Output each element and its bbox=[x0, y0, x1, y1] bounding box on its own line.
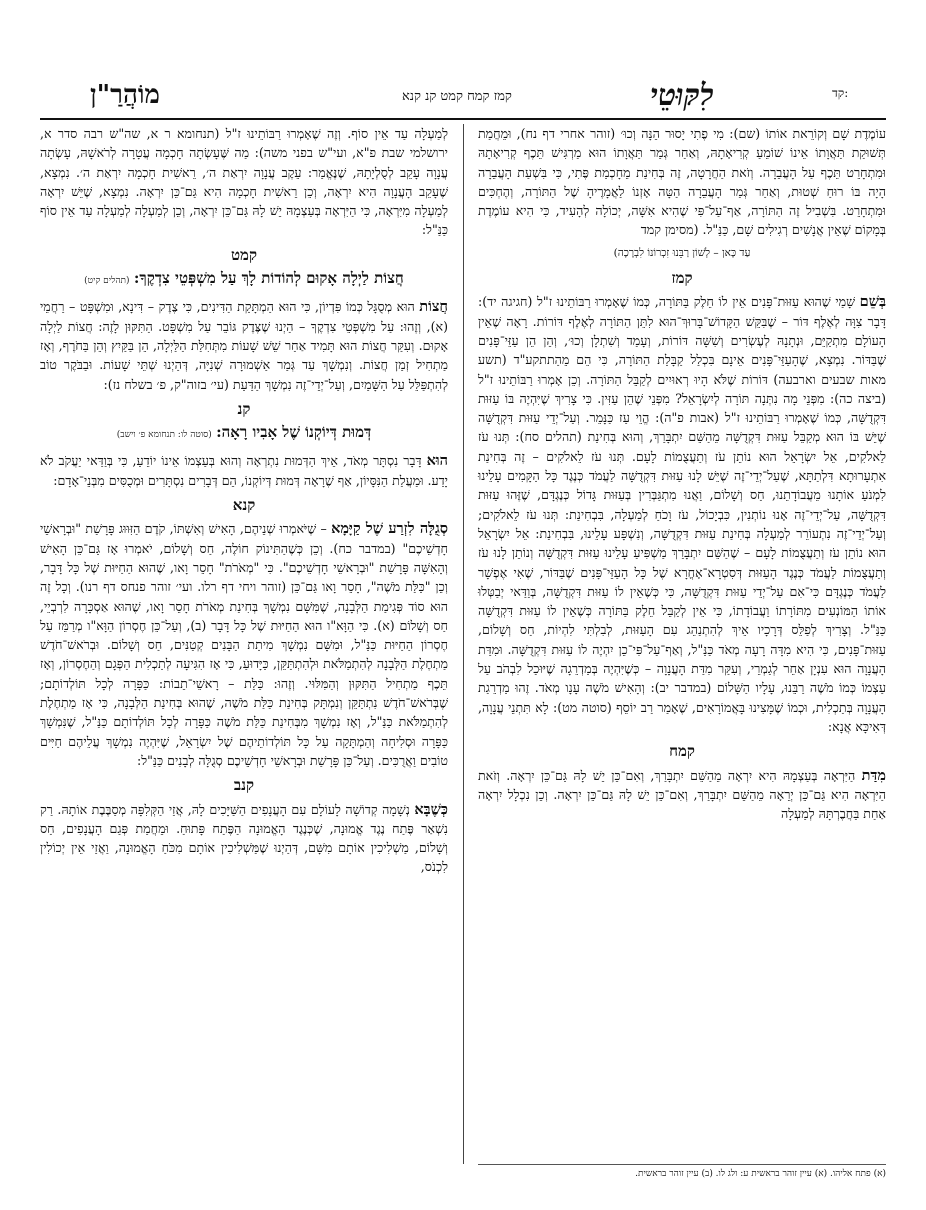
lead-word: בְּשֵׁם bbox=[859, 293, 886, 311]
heading-reference: (סוטה לו: תנחומא פ׳ וישב) bbox=[116, 430, 212, 441]
paragraph-text: הַיִּרְאָה בְּעַצְמָהּ הִיא יִרְאָה מֵהַשֵּׁם יִתְבָּרַךְ, וְאִם־כֵּן יֵשׁ לָהּ גַּם־כֵּן יִרְאָה. וְזֹאת הַיִּרְאָה הִיא גַּם־כֵּן יְרֵאָה מֵהַשֵּׁם יִתְבָּרַךְ, וְאִם־כֵּן יֵשׁ לָהּ גַּם־כֵּן יִרְאָה. וְכֵן נִכְלָל יִרְאָה אַחַת בַּחֲבֶרְתָּהּ לְמַעְלָה bbox=[478, 767, 886, 822]
paragraph-151 bbox=[40, 519, 448, 770]
source-note: עַד כָּאן – לְשׁוֹן רַבֵּנוּ זִכְרוֹנוֹ לִבְרָכָה) bbox=[613, 246, 751, 259]
lead-word: חֲצוֹת bbox=[419, 298, 448, 316]
section-number-150: קנ bbox=[237, 399, 251, 418]
paragraph-text: – שֶׁיֹּאמְרוּ שְׁנֵיהֶם, הָאִישׁ וְאִשְׁתּוֹ, קֹדֶם הַזִּוּוּג פָּרָשַׁת "וּבְרָאשֵׁי חָדְשֵׁיכֶם" (במדבר כח). וְכֵן כְּשֶׁהַתִּינוֹק חוֹלֶה, חַס וְשָׁלוֹם, יֹאמְרוּ אָז גַּם־כֵּן הָאִישׁ וְהָאִשָּׁה פָּרָשַׁת "וּבְרָאשֵׁי חָדְשֵׁיכֶם". כִּי "מְאֹרֹת" חָסֵר וָאו, שֶׁהוּא הַחַיּוּת שֶׁל כָּל דָּבָר, וְכֵן "כַּלַּת מֹשֶׁה", חָסֵר וָאו גַּם־כֵּן (זוהר ויחי דף רלו. ועי׳ זוהר פנחס דף רנו). וְכָל זֶה הוּא סוֹד פְּגִימַת הַלְּבָנָה, שֶׁמִּשָּׁם נִמְשָׁךְ בְּחִינַת מְאֹרֹת חָסֵר וָאו, שֶׁהוּא אַסְכָּרָה לִרְבְיֵי, חַס וְשָׁלוֹם (א). כִּי הַוָּא"ו הוּא הַחַיּוּת שֶׁל כָּל דָּבָר (ב), וְעַל־כֵּן חֶסְרוֹן הַוָּא"ו מְרַמֵּז עַל חֶסְרוֹן הַחַיּוּת כַּנַּ"ל, וּמִשָּׁם נִמְשָׁךְ מִיתַת הַבָּנִים קְטַנִּים, חַס וְשָׁלוֹם. וּבְרֹאשׁ־חֹדֶשׁ מַתְחֶלֶת הַלְּבָנָה לְהִתְמַלֹּאת וּלְהִתְתַּקֵּן, כַּיָּדוּעַ, כִּי אָז הִגִּיעָה לְתַכְלִית הַפְּגָם וְהַחֶסְרוֹן, וְאָז תֵּכֶף מַתְחִיל הַתִּקּוּן וְהַמִּלּוּי. וְזֶהוּ: כַּלַּת – רָאשֵׁי־תֵבוֹת: כַּפָּרָה לְכָל תּוֹלְדוֹתָם; שֶׁבְּרֹאשׁ־חֹדֶשׁ נִתְתַּקֵּן וְנִמְתָּק בְּחִינַת כַּלַּת מֹשֶׁה, שֶׁהוּא בְּחִינַת הַלְּבָנָה, כִּי אָז מַתְחֶלֶת לְהִתְמַלֹּאת כַּנַּ"ל, וְאָז נִמְשָׁךְ מִבְּחִינַת כַּלַּת מֹשֶׁה כַּפָּרָה לְכָל תּוֹלְדוֹתָם כַּנַּ"ל, שֶׁנִּמְשָׁךְ כַּפָּרָה וּסְלִיחָה וְהַמְתָּקָה עַל כָּל תּוֹלְדוֹתֵיהֶם שֶׁל יִשְׂרָאֵל, שֶׁיִּהְיֶה נִמְשָׁךְ עֲלֵיהֶם חַיִּים טוֹבִים וַאֲרֻכִּים. וְעַל־כֵּן פָּרָשַׁת וּבְרָאשֵׁי חָדְשֵׁיכֶם סְגֻלָּה לְבָנִים כַּנַּ"ל: bbox=[40, 521, 448, 768]
paragraph-continuation: לְמַעְלָה עַד אֵין סוֹף. וְזֶה שֶׁאָמְרוּ רַבּוֹתֵינוּ ז"ל (תנחומא ר א, שה"ש רבה סדר א, ירושלמי שבת פ"א, ועי"ש בפני משה): מַה שֶּׁעָשְׂתָה חָכְמָה עֲטָרָה לְרֹאשָׁהּ, עָשְׂתָה עֲנָוָה עָקֵב לְסֻלְיָתָהּ, שֶׁנֶּאֱמַר: עֵקֶב עֲנָוָה יִרְאַת ה׳, רֵאשִׁית חָכְמָה יִרְאַת ה׳. נִמְצָא, שֶׁעָקֵב הָעֲנָוָה הִיא יִרְאָה, וְכֵן רֵאשִׁית חָכְמָה הִיא גַּם־כֵּן יִרְאָה. נִמְצָא, שֶׁיֵּשׁ יִרְאָה לְמַעְלָה מִיִּרְאָה, כִּי הַיִּרְאָה בְּעַצְמָהּ יֵשׁ לָהּ גַּם־כֵּן יִרְאָה, וְכֵן לְמַעְלָה לְמַעְלָה עַד אֵין סוֹף כַּנַּ"ל: bbox=[40, 126, 448, 238]
section-range: קמז קמח קמט קנ קנא bbox=[402, 89, 512, 104]
lead-word: הוּא bbox=[426, 452, 448, 470]
section-number-149: קמט bbox=[231, 245, 257, 264]
page-marker: קד: bbox=[832, 86, 849, 100]
section-heading-149 bbox=[40, 269, 448, 291]
header-rule bbox=[40, 118, 886, 120]
book-title-left: מוֹהֲרַ"ן bbox=[90, 80, 160, 110]
paragraph-147 bbox=[478, 292, 886, 736]
section-heading-150 bbox=[40, 423, 448, 445]
paragraph-text: נְשָׁמָה קְדוֹשָׁה לָעוֹלָם עִם הָעֲנָפִים הַשַּׁיָּכִים לָהּ, אֲזַי הַקְּלִפָּה מְסַבֶּבֶת אוֹתָהּ. רַק נִשְׁאַר פֶּתַח נֶגֶד אֱמוּנָה, שֶׁכְּנֶגֶד הָאֱמוּנָה הַפֶּתַח פָּתוּחַ. וּמֵחֲמַת פְּגַם הָעֲנָפִים, חַס וְשָׁלוֹם, מַשְׁלִיכִין אוֹתָם מִשָּׁם, דְּהַיְנוּ שֶׁמַּשְׁלִיכִין אוֹתָם מִכֹּחַ הָאֱמוּנָה, וַאֲזַי אֵין יְכוֹלִין לִכְנֹס, bbox=[40, 801, 448, 875]
section-number-151: קנא bbox=[232, 496, 256, 515]
paragraph-150 bbox=[40, 451, 448, 490]
paragraph-149 bbox=[40, 297, 448, 393]
lead-word: מִדַּת bbox=[861, 766, 886, 784]
lead-word: כְּשֶׁבָּא bbox=[414, 800, 448, 818]
heading-verse: דְּמוּת דְּיוֹקְנוֹ שֶׁל אָבִיו רָאָה: bbox=[216, 423, 372, 442]
heading-verse: חֲצוֹת לַיְלָה אָקוּם לְהוֹדוֹת לָךְ עַל מִשְׁפְּטֵי צִדְקֶךָ: bbox=[133, 269, 404, 288]
column-divider bbox=[463, 124, 464, 1164]
paragraph-text: דָּבָר נִסְתָּר מְאֹד, אֵיךְ הַדְּמוּת נִתְרְאָה וְהוּא בְּעַצְמוֹ אֵינוֹ יוֹדֵעַ, כִּי בְּוַדַּאי יַעֲקֹב לֹא יָדַע. וּמַעֲלַת הַנִּסָּיוֹן, אַף שֶׁרָאָה דְּמוּת דְּיוֹקְנוֹ, הֵם דְּבָרִים נִסְתָּרִים וּמְכֻסִּים מִבְּנֵי־אָדָם: bbox=[40, 453, 448, 488]
paragraph-continuation: עוֹמֶדֶת שָׁם וְקוֹרֵאת אוֹתוֹ (שם): מִי פֶתִי יָסוּר הֵנָּה וְכוּ׳ (זוהר אחרי דף נח), וּמֵחֲמַת תְּשׁוּקַת תַּאֲוָתוֹ אֵינוֹ שׁוֹמֵעַ קְרִיאָתָהּ, וְאַחַר גְּמַר תַּאֲוָתוֹ הוּא מַרְגִּישׁ תֵּכֶף קְרִיאָתָהּ וּמִתְחָרֵט תֵּכֶף עַל הָעֲבֵרָה. וְזֹאת הַחֲרָטָה, זֶה בְּחִינַת מֵחָכְמַת פֶּתִי, כִּי בִּשְׁעַת הָעֲבֵרָה הָיָה בּוֹ רוּחַ שְׁטוּת, וְאַחַר גְּמַר הָעֲבֵרָה הַטָּה אָזְנוֹ לַאֲמָרֶיהָ שֶׁל הַתּוֹרָה, וְהֶחְכִּים וּמִתְחָרֵט. בִּשְׁבִיל זֶה הַתּוֹרָה, אַף־עַל־פִּי שֶׁהִיא אִשָּׁה, יְכוֹלָה לְהָעִיד, כִּי הִיא עוֹמֶדֶת בְּמָקוֹם שֶׁאֵין אֲנָשִׁים רְגִילִים שָׁם, כַּנַּ"ל. (מסימן קמד bbox=[478, 126, 886, 238]
section-number-152: קנב bbox=[233, 776, 255, 795]
paragraph-text: הוּא מְסֻגָּל כְּמוֹ פִּדְיוֹן, כִּי הוּא הַמְתָּקַת הַדִּינִים, כִּי צֶדֶק – דִּינָא, וּמִשְׁפָּט – רַחֲמֵי (א), וְזֶהוּ: עַל מִשְׁפְּטֵי צִדְקֶךָ – הַיְנוּ שֶׁצֶּדֶק גּוֹבֵר עַל מִשְׁפָּט. הַתִּקּוּן לָזֶה: חֲצוֹת לַיְלָה אָקוּם. וְעִקַּר חֲצוֹת הוּא תָּמִיד אַחַר שֵׁשׁ שָׁעוֹת מִתְּחִלַּת הַלַּיְלָה, הֵן בַּקַּיִץ וְהֵן בַּחֹרֶף, וְאָז מַתְחִיל זְמַן חֲצוֹת. וְנִמְשָׁךְ עַד גְּמַר אַשְׁמוּרָה שְׁנִיָּה, דְּהַיְנוּ שְׁתֵּי שָׁעוֹת. וּבַבֹּקֶר טוֹב לְהִתְפַּלֵּל עַל הַשָּׁמַיִם, וְעַל־יְדֵי־זֶה נִמְשָׁךְ הַדַּעַת (עי׳ בזוה"ק, פ׳ בשלח נז): bbox=[40, 299, 448, 392]
paragraph-152 bbox=[40, 800, 448, 877]
right-column bbox=[478, 124, 886, 827]
lead-word: סְגֻלָּה לִזְרַע שֶׁל קַיָּמָא bbox=[331, 520, 448, 538]
footnote-rule bbox=[478, 1164, 886, 1165]
left-column bbox=[40, 124, 448, 881]
running-header bbox=[40, 76, 886, 116]
section-number-147: קמז bbox=[671, 269, 693, 288]
section-number-148: קמח bbox=[669, 742, 695, 761]
book-title-right: לִקּוּטֵי bbox=[650, 78, 714, 113]
footnote: (א) פתח אליהו. (א) עיין זוהר בראשית ע: ולג לו. (ב) עיין זוהר בראשית. bbox=[635, 1169, 886, 1179]
heading-reference: (תהלים קיט) bbox=[84, 276, 130, 287]
paragraph-text: שָׁמַי שֶׁהוּא עַזּוּת־פָּנִים אֵין לוֹ חֵלֶק בַּתּוֹרָה, כְּמוֹ שֶׁאָמְרוּ רַבּוֹתֵינוּ ז"ל (חגיגה יד): דָּבָר צִוָּה לְאֶלֶף דּוֹר – שֶׁבִּקֵּשׁ הַקָּדוֹשׁ־בָּרוּךְ־הוּא לִתֵּן הַתּוֹרָה לְאֶלֶף דּוֹרוֹת. רָאָה שֶׁאֵין הָעוֹלָם מִתְקַיֵּם, וּנְתָנָהּ לְעֶשְׂרִים וְשִׁשָּׁה דּוֹרוֹת, וְעָמַד וְשִׁתְלָן וְכוּ׳, וְהֵן הֵן עַזֵּי־פָּנִים שֶׁבַּדּוֹר. נִמְצָא, שֶׁהָעַזֵּי־פָּנִים אֵינָם בִּכְלַל קַבָּלַת הַתּוֹרָה, כִּי הֵם מֵהַתתקע"ד (תשע מאות שבעים וארבעה) דּוֹרוֹת שֶׁלֹּא הָיוּ רְאוּיִים לְקַבֵּל הַתּוֹרָה. וְכֵן אָמְרוּ רַבּוֹתֵינוּ ז"ל (ביצה כה): מִפְּנֵי מָה נִתְּנָה תּוֹרָה לְיִשְׂרָאֵל? מִפְּנֵי שֶׁהֵן עַזִּין. כִּי צָרִיךְ שֶׁיִּהְיֶה בּוֹ עַזּוּת דִּקְדֻשָּׁה, כְּמוֹ שֶׁאָמְרוּ רַבּוֹתֵינוּ ז"ל (אבות פ"ה): הֱוֵי עַז כַּנָּמֵר. וְעַל־יְדֵי עַזּוּת דִּקְדֻשָּׁה שֶׁיֵּשׁ בּוֹ הוּא מְקַבֵּל עַזּוּת דִּקְדֻשָּׁה מֵהַשֵּׁם יִתְבָּרַךְ, וְהוּא בְּחִינַת (תהלים סח): תְּנוּ עֹז לֵאלֹקִים, אֵל יִשְׂרָאֵל הוּא נוֹתֵן עֹז וְתַעֲצֻמוֹת לָעָם. תְּנוּ עֹז לֵאלֹקִים – זֶה בְּחִינַת אִתְעָרוּתָא דִּלְתַתָּא, שֶׁעַל־יְדֵי־זֶה שֶׁיֵּשׁ לָנוּ עַזּוּת דִּקְדֻשָּׁה לַעֲמֹד כְּנֶגֶד כָּל הַקָּמִים עָלֵינוּ לִמְנֹעַ אוֹתָנוּ מֵעֲבוֹדָתֵנוּ, חַס וְשָׁלוֹם, וַאֲנוּ מִתְגַּבְּרִין בְּעַזּוּת גָּדוֹל כְּנֶגְדָּם, שֶׁזֶּהוּ עַזּוּת דִּקְדֻשָּׁה, עַל־יְדֵי־זֶה אָנוּ נוֹתְנִין, כִּבְיָכוֹל, עֹז וָכֹחַ לְמַעְלָה, בִּבְחִינַת: תְּנוּ עֹז לֵאלֹקִים; וְעַל־יְדֵי־זֶה נִתְעוֹרֵר לְמַעְלָה בְּחִינַת עַזּוּת דִּקְדֻשָּׁה, וְנִשְׁפָּע עָלֵינוּ, בִּבְחִינַת: אֵל יִשְׂרָאֵל הוּא נוֹתֵן עֹז וְתַעֲצֻמוֹת לָעָם – שֶׁהַשֵּׁם יִתְבָּרַךְ מַשְׁפִּיעַ עָלֵינוּ עַזּוּת דִּקְדֻשָּׁה וְנוֹתֵן לָנוּ עֹז וְתַעֲצֻמוֹת לַעֲמֹד כְּנֶגֶד הָעַזּוּת דְּסִטְרָא־אָחֳרָא שֶׁל כָּל הָעַזֵּי־פָּנִים שֶׁבַּדּוֹר, שֶׁאִי אֶפְשָׁר לַעֲמֹד כְּנֶגְדָּם כִּי־אִם עַל־יְדֵי עַזּוּת דִּקְדֻשָּׁה, כִּי כְּשֶׁאֵין לוֹ עַזּוּת דִּקְדֻשָּׁה, בְּוַדַּאי יְבַטְּלוּ אוֹתוֹ הַמּוֹנְעִים מִתּוֹרָתוֹ וַעֲבוֹדָתוֹ, כִּי אֵין לְקַבֵּל חֵלֶק בַּתּוֹרָה כְּשֶׁאֵין לוֹ עַזּוּת דִּקְדֻשָּׁה כַּנַּ"ל. וְצָרִיךְ לְפַלֵּס דְּרָכָיו אֵיךְ לְהִתְנַהֵג עִם הָעַזּוּת, לְבִלְתִּי לִהְיוֹת, חַס וְשָׁלוֹם, עַזּוּת־פָּנִים, כִּי הִיא מִדָּה רָעָה מְאֹד כַּנַּ"ל, וְאַף־עַל־פִּי־כֵן יִהְיֶה לוֹ עַזּוּת דִּקְדֻשָּׁה. וּמִדַּת הָעֲנָוָה הוּא עִנְיָן אַחֵר לְגַמְרֵי, וְעִקַּר מִדַּת הָעֲנָוָה – כְּשֶׁיִּהְיֶה בְּמַדְרֵגָה שֶׁיּוּכַל לִבְהֹב עַל עַצְמוֹ כְּמוֹ מֹשֶׁה רַבֵּנוּ, עָלָיו הַשָּׁלוֹם (במדבר יב): וְהָאִישׁ מֹשֶׁה עָנָו מְאֹד. זֶהוּ מַדְרֵגַת הָעֲנָוָה בְּתַכְלִית, וּכְמוֹ שֶׁמָּצִינוּ בָּאֲמוֹרָאִים, שֶׁאָמַר רַב יוֹסֵף (סוטה מט): לָא תִּתְנֵי עֲנָוָה, דְּאִיכָּא אֲנָא: bbox=[478, 294, 886, 734]
paragraph-148 bbox=[478, 766, 886, 824]
